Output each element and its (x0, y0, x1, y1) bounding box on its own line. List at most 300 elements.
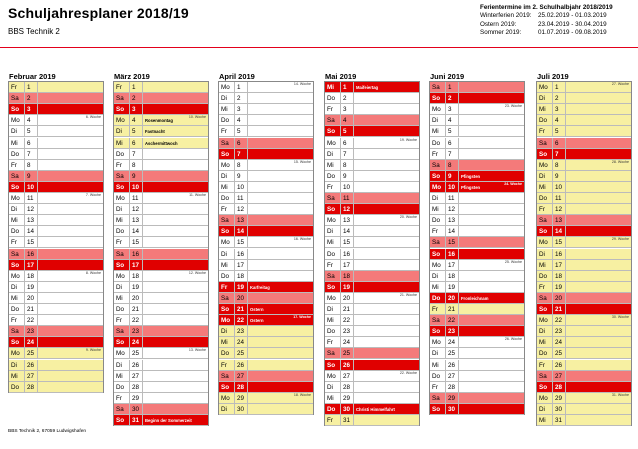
day-row[interactable] (219, 104, 313, 115)
day-row[interactable] (219, 315, 313, 326)
day-number: 2 (237, 95, 241, 103)
week-number: 31. Woche (611, 392, 629, 397)
day-name: Mo (327, 139, 336, 147)
cell-divider (247, 104, 248, 114)
day-row[interactable] (430, 237, 524, 248)
day-row[interactable] (325, 82, 419, 93)
cell-divider (445, 182, 446, 192)
cell-divider (565, 204, 566, 214)
day-row[interactable] (325, 193, 419, 204)
cell-divider (142, 82, 143, 92)
day-row[interactable] (430, 204, 524, 215)
day-event: Aschermittwoch (145, 140, 178, 146)
day-row[interactable] (9, 193, 103, 204)
day-row[interactable] (9, 93, 103, 104)
cell-divider (353, 149, 354, 159)
day-row[interactable] (537, 382, 631, 393)
day-row[interactable] (219, 249, 313, 260)
day-row[interactable] (9, 226, 103, 237)
day-row[interactable] (9, 348, 103, 359)
day-row[interactable] (325, 260, 419, 271)
day-row[interactable] (219, 260, 313, 271)
day-row[interactable] (325, 215, 419, 226)
day-row[interactable] (219, 193, 313, 204)
cell-divider (340, 260, 341, 270)
day-row[interactable] (430, 348, 524, 359)
day-row[interactable] (537, 337, 631, 348)
day-row[interactable] (537, 204, 631, 215)
day-row[interactable] (9, 282, 103, 293)
day-row[interactable] (114, 326, 208, 337)
day-row[interactable] (9, 304, 103, 315)
day-row[interactable] (430, 126, 524, 137)
day-row[interactable] (9, 182, 103, 193)
day-name: Sa (11, 172, 19, 180)
day-row[interactable] (114, 115, 208, 126)
day-row[interactable] (219, 393, 313, 404)
day-row[interactable] (114, 315, 208, 326)
day-row[interactable] (537, 93, 631, 104)
day-name: Fr (539, 206, 545, 214)
day-row[interactable] (430, 315, 524, 326)
day-row[interactable] (325, 282, 419, 293)
day-row[interactable] (219, 171, 313, 182)
day-row[interactable] (9, 115, 103, 126)
day-row[interactable] (430, 393, 524, 404)
day-name: Sa (432, 317, 440, 325)
day-row[interactable] (325, 382, 419, 393)
day-row[interactable] (325, 126, 419, 137)
day-row[interactable] (537, 260, 631, 271)
day-row[interactable] (114, 104, 208, 115)
day-name: Mo (539, 394, 548, 402)
day-row[interactable] (537, 393, 631, 404)
day-row[interactable] (537, 126, 631, 137)
day-row[interactable] (537, 293, 631, 304)
day-row[interactable] (325, 315, 419, 326)
day-row[interactable] (537, 237, 631, 248)
day-number: 27 (555, 372, 563, 380)
cell-divider (37, 171, 38, 181)
day-row[interactable] (114, 226, 208, 237)
day-row[interactable] (9, 171, 103, 182)
day-row[interactable] (9, 237, 103, 248)
day-name: Do (11, 150, 20, 158)
day-row[interactable] (537, 115, 631, 126)
day-row[interactable] (114, 149, 208, 160)
cell-divider (565, 293, 566, 303)
week-number: 6. Woche (85, 115, 101, 120)
day-row[interactable] (219, 282, 313, 293)
cell-divider (24, 326, 25, 336)
day-name: Mi (116, 372, 123, 380)
day-row[interactable] (430, 304, 524, 315)
cell-divider (247, 282, 248, 292)
day-row[interactable] (430, 104, 524, 115)
cell-divider (340, 326, 341, 336)
day-name: Mo (221, 161, 230, 169)
day-row[interactable] (537, 249, 631, 260)
day-name: Di (432, 272, 438, 280)
day-row[interactable] (537, 282, 631, 293)
day-row[interactable] (325, 171, 419, 182)
day-row[interactable] (537, 138, 631, 149)
day-row[interactable] (219, 404, 313, 415)
day-row[interactable] (537, 171, 631, 182)
day-row[interactable] (114, 249, 208, 260)
day-row[interactable] (114, 126, 208, 137)
week-number: 24. Woche (504, 181, 522, 186)
day-name: So (432, 95, 441, 103)
day-row[interactable] (325, 393, 419, 404)
month-column (218, 72, 314, 415)
day-name: Do (221, 272, 230, 280)
day-row[interactable] (325, 348, 419, 359)
cell-divider (37, 126, 38, 136)
day-row[interactable] (325, 404, 419, 415)
day-row[interactable] (537, 160, 631, 171)
day-number: 13 (448, 217, 456, 225)
day-row[interactable] (114, 393, 208, 404)
cell-divider (458, 82, 459, 92)
cell-divider (234, 115, 235, 125)
day-row[interactable] (9, 249, 103, 260)
day-row[interactable] (537, 193, 631, 204)
day-number: 16 (555, 250, 563, 258)
cell-divider (142, 382, 143, 392)
cell-divider (565, 93, 566, 103)
cell-divider (24, 160, 25, 170)
day-row[interactable] (114, 182, 208, 193)
day-row[interactable] (114, 282, 208, 293)
day-row[interactable] (219, 204, 313, 215)
day-name: Mi (327, 394, 334, 402)
day-number: 5 (448, 128, 452, 136)
day-row[interactable] (430, 337, 524, 348)
day-row[interactable] (114, 382, 208, 393)
cell-divider (129, 204, 130, 214)
day-row[interactable] (537, 82, 631, 93)
day-row[interactable] (430, 115, 524, 126)
day-row[interactable] (537, 149, 631, 160)
day-row[interactable] (325, 160, 419, 171)
day-name: So (11, 106, 20, 114)
week-number: 19. Woche (399, 137, 417, 142)
cell-divider (142, 126, 143, 136)
month-column (324, 72, 420, 426)
cell-divider (445, 271, 446, 281)
cell-divider (234, 337, 235, 347)
header-divider (0, 47, 638, 48)
cell-divider (234, 382, 235, 392)
day-row[interactable] (430, 371, 524, 382)
cell-divider (565, 393, 566, 403)
day-row[interactable] (325, 182, 419, 193)
day-row[interactable] (9, 160, 103, 171)
cell-divider (247, 160, 248, 170)
day-row[interactable] (430, 171, 524, 182)
day-number: 17 (237, 261, 245, 269)
day-row[interactable] (9, 315, 103, 326)
cell-divider (340, 182, 341, 192)
day-row[interactable] (9, 215, 103, 226)
day-row[interactable] (430, 193, 524, 204)
day-row[interactable] (430, 226, 524, 237)
day-number: 2 (448, 95, 452, 103)
day-name: Sa (221, 294, 229, 302)
day-name: Do (116, 150, 125, 158)
day-row[interactable] (325, 304, 419, 315)
day-name: Sa (11, 95, 19, 103)
day-row[interactable] (9, 82, 103, 93)
day-row[interactable] (325, 271, 419, 282)
cell-divider (353, 293, 354, 303)
cell-divider (37, 282, 38, 292)
cell-divider (340, 271, 341, 281)
day-row[interactable] (537, 371, 631, 382)
cell-divider (142, 293, 143, 303)
cell-divider (37, 215, 38, 225)
day-row[interactable] (537, 348, 631, 359)
day-row[interactable] (114, 138, 208, 149)
day-row[interactable] (219, 93, 313, 104)
cell-divider (340, 204, 341, 214)
day-row[interactable] (219, 271, 313, 282)
day-row[interactable] (114, 160, 208, 171)
day-row[interactable] (219, 82, 313, 93)
day-row[interactable] (114, 82, 208, 93)
day-number: 8 (448, 161, 452, 169)
day-row[interactable] (219, 382, 313, 393)
day-row[interactable] (219, 371, 313, 382)
day-row[interactable] (325, 104, 419, 115)
day-row[interactable] (537, 182, 631, 193)
day-row[interactable] (114, 237, 208, 248)
day-row[interactable] (9, 104, 103, 115)
day-row[interactable] (9, 337, 103, 348)
cell-divider (247, 204, 248, 214)
day-number: 15 (27, 239, 35, 247)
day-row[interactable] (430, 293, 524, 304)
cell-divider (552, 371, 553, 381)
cell-divider (24, 271, 25, 281)
cell-divider (129, 371, 130, 381)
cell-divider (445, 149, 446, 159)
day-name: Do (11, 228, 20, 236)
day-row[interactable] (430, 160, 524, 171)
day-row[interactable] (537, 415, 631, 426)
day-row[interactable] (9, 360, 103, 371)
day-row[interactable] (537, 360, 631, 371)
day-row[interactable] (219, 149, 313, 160)
day-row[interactable] (430, 382, 524, 393)
cell-divider (445, 215, 446, 225)
day-row[interactable] (325, 360, 419, 371)
day-number: 9 (27, 172, 31, 180)
cell-divider (234, 204, 235, 214)
day-row[interactable] (9, 371, 103, 382)
ferien-row (480, 12, 613, 20)
cell-divider (340, 404, 341, 414)
day-number: 3 (237, 106, 241, 114)
day-number: 3 (448, 106, 452, 114)
day-row[interactable] (219, 237, 313, 248)
day-name: Mi (539, 261, 546, 269)
day-row[interactable] (537, 404, 631, 415)
day-row[interactable] (114, 348, 208, 359)
day-row[interactable] (114, 193, 208, 204)
day-row[interactable] (430, 360, 524, 371)
day-row[interactable] (325, 326, 419, 337)
day-row[interactable] (430, 282, 524, 293)
day-number: 18 (237, 272, 245, 280)
cell-divider (247, 304, 248, 314)
day-row[interactable] (219, 337, 313, 348)
day-row[interactable] (114, 415, 208, 426)
day-number: 8 (237, 161, 241, 169)
day-row[interactable] (219, 360, 313, 371)
day-row[interactable] (114, 404, 208, 415)
day-row[interactable] (114, 260, 208, 271)
day-row[interactable] (430, 93, 524, 104)
day-number: 4 (132, 117, 136, 125)
day-row[interactable] (114, 93, 208, 104)
day-name: Mi (539, 417, 546, 424)
day-name: So (221, 228, 230, 236)
day-row[interactable] (325, 149, 419, 160)
day-name: So (539, 383, 548, 391)
day-row[interactable] (219, 293, 313, 304)
day-name: Fr (539, 283, 545, 291)
day-row[interactable] (325, 293, 419, 304)
day-row[interactable] (114, 171, 208, 182)
day-row[interactable] (114, 293, 208, 304)
day-row[interactable] (325, 249, 419, 260)
day-row[interactable] (325, 93, 419, 104)
ferien-value: 25.02.2019 - 01.03.2019 (538, 12, 607, 20)
day-row[interactable] (430, 215, 524, 226)
cell-divider (565, 415, 566, 425)
day-name: Do (221, 117, 230, 125)
day-row[interactable] (325, 115, 419, 126)
day-name: Di (221, 328, 227, 336)
cell-divider (552, 415, 553, 425)
day-row[interactable] (219, 126, 313, 137)
day-row[interactable] (114, 304, 208, 315)
day-row[interactable] (430, 149, 524, 160)
day-name: Sa (11, 250, 19, 258)
cell-divider (565, 382, 566, 392)
day-row[interactable] (325, 226, 419, 237)
day-row[interactable] (325, 204, 419, 215)
day-name: Mi (221, 106, 228, 114)
day-row[interactable] (430, 260, 524, 271)
month-name: Februar 2019 (9, 72, 56, 81)
day-row[interactable] (219, 182, 313, 193)
day-row[interactable] (325, 371, 419, 382)
day-row[interactable] (430, 326, 524, 337)
day-row[interactable] (9, 138, 103, 149)
day-row[interactable] (9, 293, 103, 304)
day-number: 10 (343, 183, 351, 191)
day-row[interactable] (114, 360, 208, 371)
day-row[interactable] (9, 204, 103, 215)
day-event: Beginn der Sommerzeit (145, 418, 192, 423)
day-row[interactable] (219, 160, 313, 171)
cell-divider (142, 149, 143, 159)
day-row[interactable] (9, 326, 103, 337)
day-row[interactable] (537, 326, 631, 337)
day-number: 23 (27, 328, 35, 336)
day-name: Mo (221, 394, 230, 402)
day-number: 4 (343, 117, 347, 125)
day-name: Sa (327, 195, 335, 202)
cell-divider (565, 404, 566, 414)
day-row[interactable] (114, 271, 208, 282)
week-number: 30. Woche (611, 315, 629, 320)
day-name: Do (327, 95, 336, 103)
cell-divider (552, 315, 553, 325)
day-number: 13 (132, 217, 140, 225)
day-row[interactable] (9, 260, 103, 271)
day-row[interactable] (430, 271, 524, 282)
day-row[interactable] (114, 337, 208, 348)
day-row[interactable] (114, 215, 208, 226)
day-row[interactable] (537, 215, 631, 226)
day-row[interactable] (219, 348, 313, 359)
day-row[interactable] (219, 304, 313, 315)
day-row[interactable] (9, 126, 103, 137)
day-row[interactable] (114, 371, 208, 382)
day-row[interactable] (430, 138, 524, 149)
day-row[interactable] (430, 182, 524, 193)
day-row[interactable] (537, 104, 631, 115)
day-number: 28 (237, 383, 245, 391)
day-row[interactable] (537, 226, 631, 237)
day-row[interactable] (219, 326, 313, 337)
day-row[interactable] (325, 337, 419, 348)
day-number: 11 (27, 195, 34, 202)
day-row[interactable] (430, 404, 524, 415)
day-row[interactable] (219, 138, 313, 149)
cell-divider (142, 171, 143, 181)
day-row[interactable] (219, 215, 313, 226)
day-row[interactable] (537, 304, 631, 315)
day-row[interactable] (325, 237, 419, 248)
day-row[interactable] (537, 271, 631, 282)
day-name: Sa (221, 139, 229, 147)
cell-divider (129, 115, 130, 125)
day-row[interactable] (219, 226, 313, 237)
day-row[interactable] (9, 382, 103, 393)
day-row[interactable] (430, 82, 524, 93)
month-column (113, 72, 209, 426)
day-row[interactable] (114, 204, 208, 215)
day-row[interactable] (9, 149, 103, 160)
cell-divider (142, 415, 143, 425)
cell-divider (353, 393, 354, 403)
day-number: 9 (555, 172, 559, 180)
day-row[interactable] (537, 315, 631, 326)
day-row[interactable] (430, 249, 524, 260)
day-row[interactable] (219, 115, 313, 126)
day-number: 4 (555, 117, 559, 125)
day-number: 25 (27, 350, 35, 358)
day-row[interactable] (325, 415, 419, 426)
day-row[interactable] (325, 138, 419, 149)
day-row[interactable] (9, 271, 103, 282)
day-name: So (221, 150, 230, 158)
